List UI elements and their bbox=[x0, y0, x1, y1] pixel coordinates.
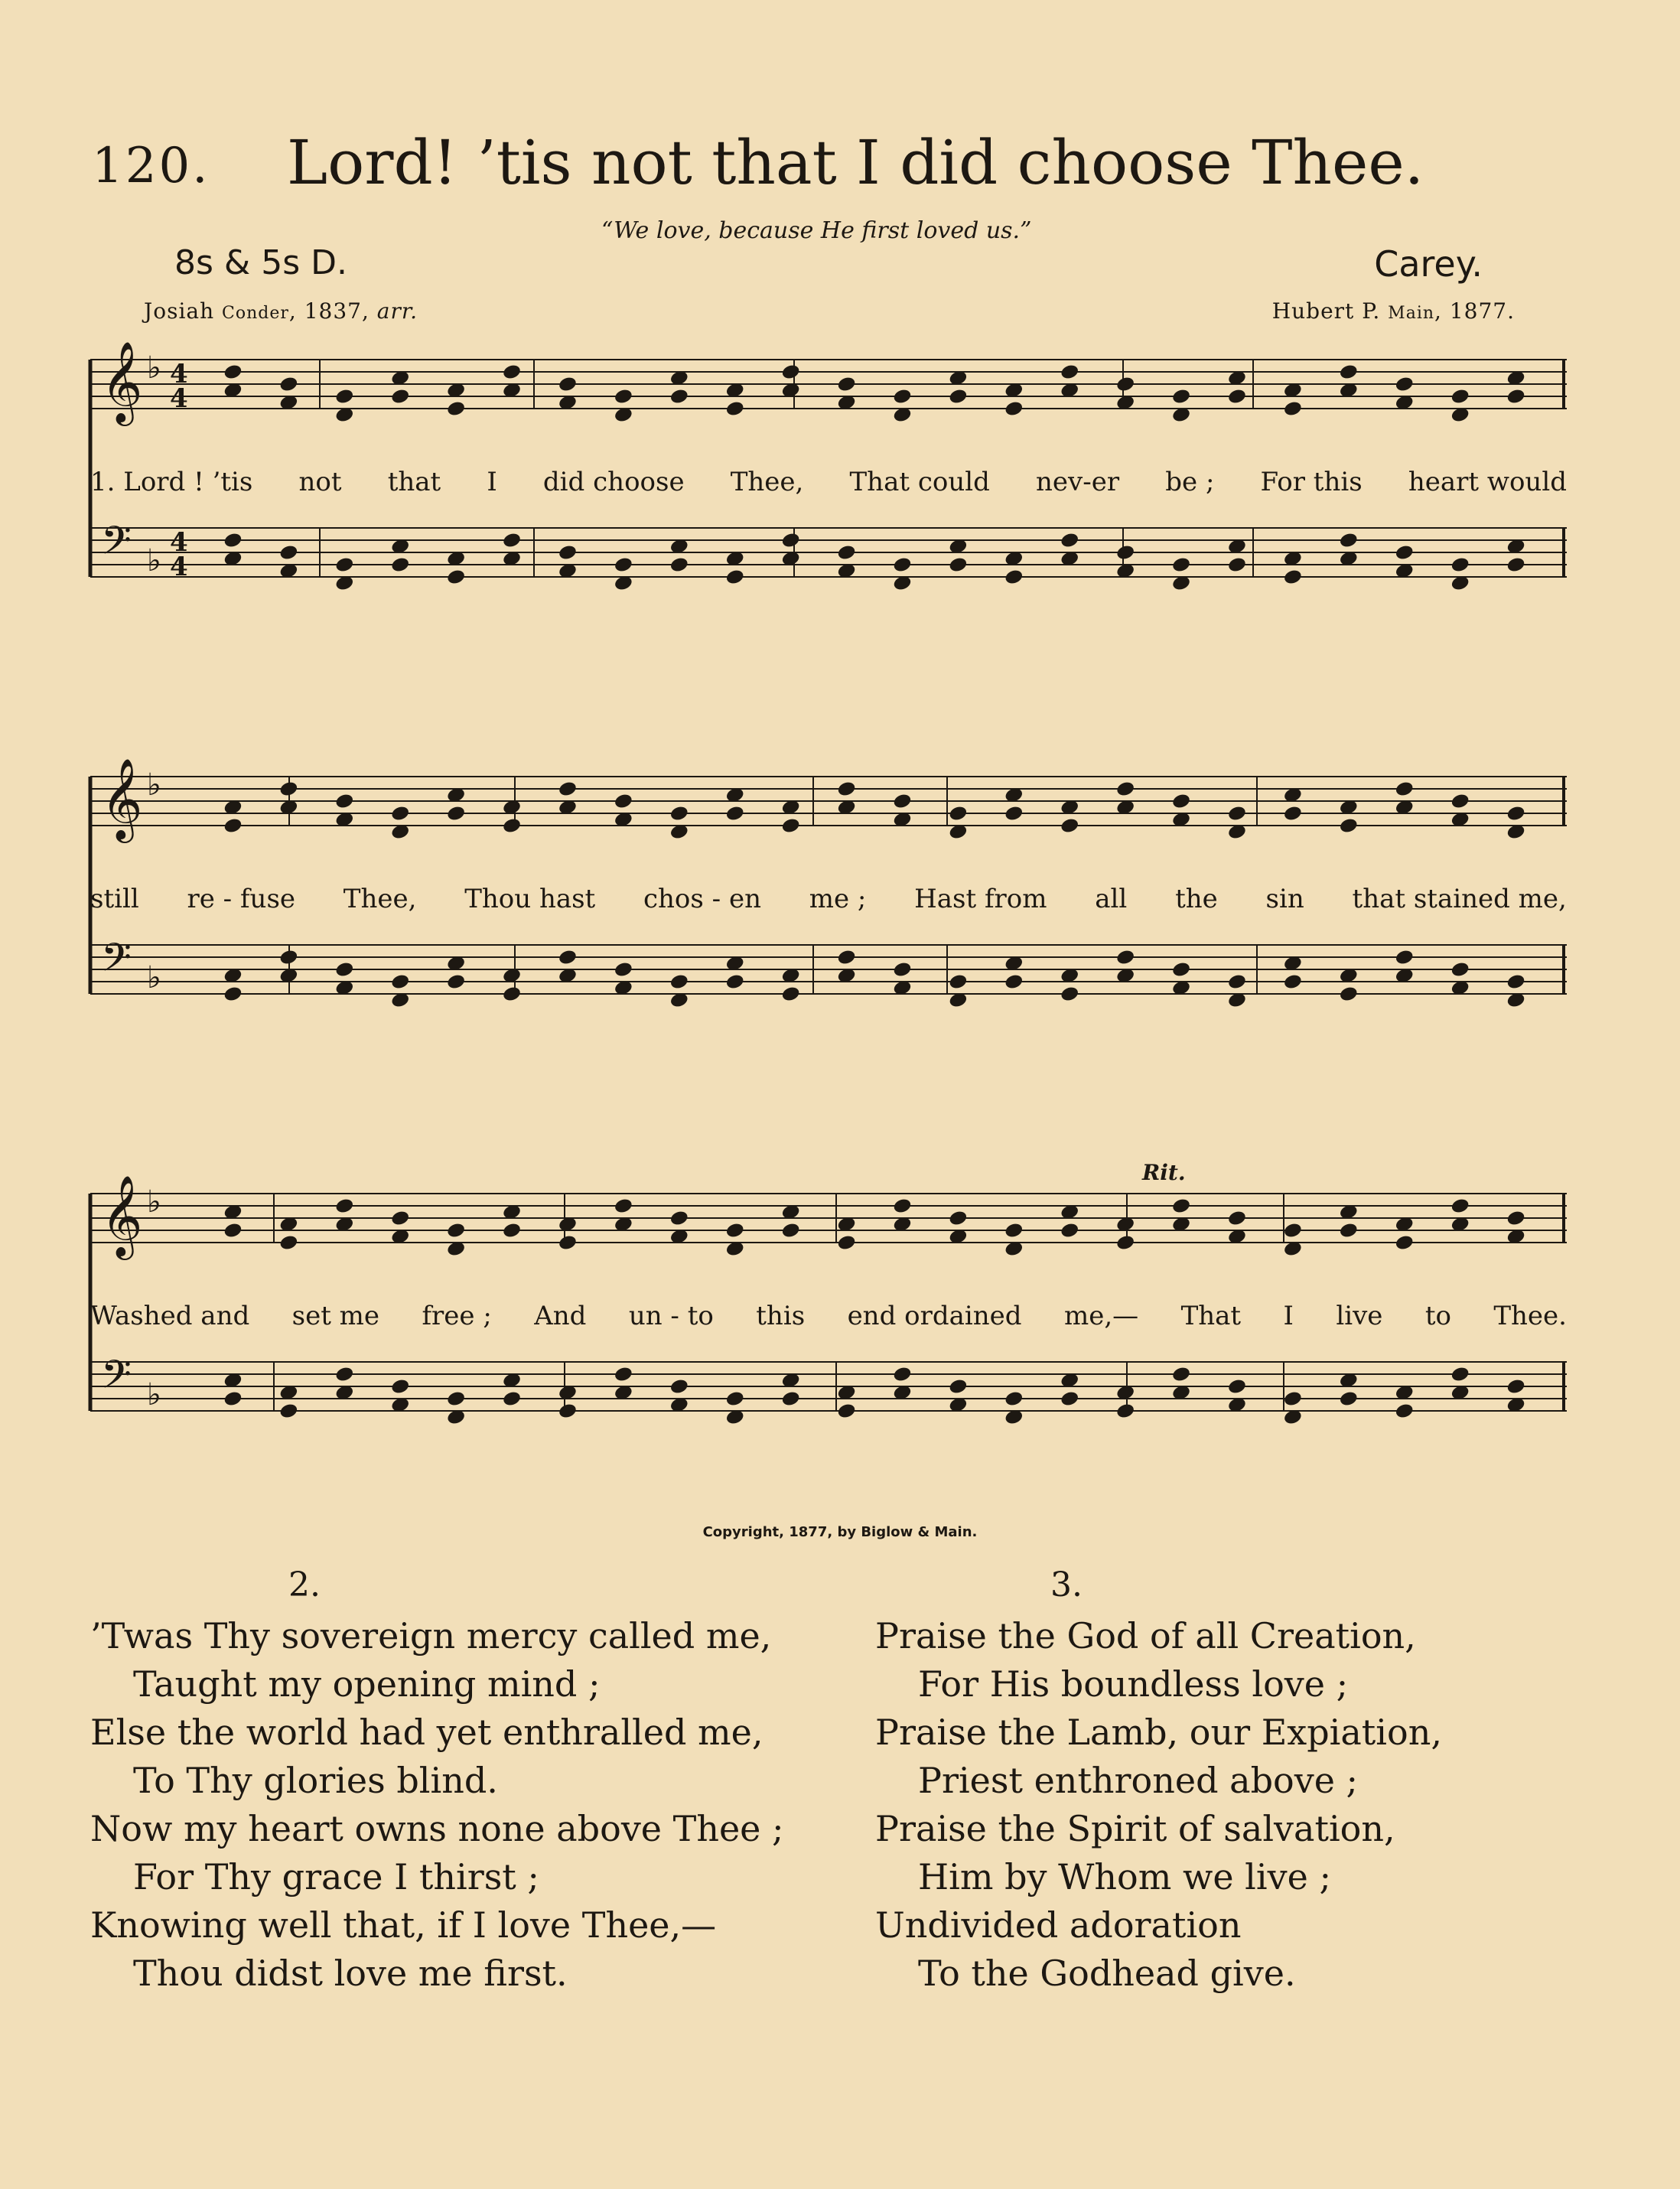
notehead bbox=[1339, 1390, 1359, 1408]
notehead bbox=[278, 376, 298, 393]
notehead bbox=[334, 1197, 354, 1215]
notehead bbox=[1115, 949, 1135, 966]
notehead bbox=[334, 556, 354, 574]
notehead bbox=[390, 556, 410, 574]
notehead bbox=[390, 805, 410, 823]
notehead bbox=[334, 793, 354, 810]
staff-notation-3 bbox=[90, 1160, 1567, 1492]
lyric-syllable: Thee. bbox=[1493, 1301, 1567, 1331]
notehead bbox=[614, 556, 633, 574]
lyric-syllable: 1. Lord ! ’tis bbox=[90, 467, 253, 497]
lyric-syllable: end ordained bbox=[847, 1301, 1022, 1331]
verse-number: 2. bbox=[288, 1565, 321, 1604]
notehead bbox=[1283, 1222, 1303, 1239]
staff-notation-1 bbox=[90, 340, 1567, 658]
notehead bbox=[446, 805, 466, 823]
verse-line: Praise the Lamb, our Expiation, bbox=[875, 1712, 1442, 1753]
notehead bbox=[836, 1402, 856, 1420]
author-credit bbox=[144, 298, 418, 324]
notehead bbox=[948, 1378, 968, 1396]
notehead bbox=[836, 780, 856, 798]
lyric-syllable: me ; bbox=[809, 884, 867, 914]
hymn-title: Lord! ’tis not that I did choose Thee. bbox=[287, 127, 1424, 198]
verse-line: Undivided adoration bbox=[875, 1904, 1242, 1946]
notehead bbox=[446, 400, 466, 418]
flat-icon: ♭ bbox=[147, 767, 161, 803]
epigraph: “We love, because He first loved us.” bbox=[601, 217, 1032, 244]
notehead bbox=[1227, 556, 1247, 574]
flat-icon: ♭ bbox=[147, 543, 161, 578]
notehead bbox=[390, 1210, 410, 1227]
notehead bbox=[669, 805, 689, 823]
time-signature: 4 bbox=[170, 359, 188, 389]
lyric-syllable: did choose bbox=[542, 467, 685, 497]
notehead bbox=[334, 961, 354, 979]
music-system-1 bbox=[90, 340, 1567, 681]
lyric-syllable: not bbox=[298, 467, 342, 497]
verse-3 bbox=[875, 1561, 1442, 1998]
lyric-syllable: That could bbox=[849, 467, 990, 497]
notehead bbox=[836, 544, 856, 562]
time-signature: 4 bbox=[170, 527, 188, 558]
notehead bbox=[1339, 532, 1359, 549]
notehead bbox=[669, 1378, 689, 1396]
notehead bbox=[1450, 556, 1470, 574]
notehead bbox=[334, 388, 354, 406]
notehead bbox=[614, 1366, 633, 1383]
notehead bbox=[781, 363, 801, 381]
notehead bbox=[1004, 973, 1024, 991]
notehead bbox=[223, 1390, 243, 1408]
lyric-syllable: nev-er bbox=[1036, 467, 1120, 497]
notehead bbox=[278, 780, 298, 798]
notehead bbox=[1060, 1222, 1079, 1239]
notehead bbox=[223, 985, 243, 1003]
lyric-syllable: that stained me, bbox=[1352, 884, 1567, 914]
notehead bbox=[1339, 817, 1359, 835]
notehead bbox=[892, 1366, 912, 1383]
notehead bbox=[892, 556, 912, 574]
notehead bbox=[1171, 961, 1191, 979]
notehead bbox=[1227, 973, 1247, 991]
lyric-syllable: re - fuse bbox=[187, 884, 296, 914]
notehead bbox=[446, 568, 466, 586]
notehead bbox=[836, 949, 856, 966]
tune-name: Carey. bbox=[1374, 243, 1483, 285]
notehead bbox=[614, 388, 633, 406]
notehead bbox=[836, 376, 856, 393]
author-rest: , 1837, bbox=[288, 298, 377, 324]
composer-credit bbox=[1272, 298, 1515, 324]
notehead bbox=[1004, 568, 1024, 586]
notehead bbox=[614, 793, 633, 810]
lyric-syllable: For this bbox=[1260, 467, 1363, 497]
notehead bbox=[1506, 556, 1525, 574]
notehead bbox=[446, 1222, 466, 1239]
lyric-syllable: That bbox=[1180, 1301, 1242, 1331]
notehead bbox=[1283, 400, 1303, 418]
notehead bbox=[836, 1234, 856, 1252]
notehead bbox=[1060, 363, 1079, 381]
verse-line: Taught my opening mind ; bbox=[133, 1663, 601, 1705]
notehead bbox=[892, 961, 912, 979]
lyric-syllable: And bbox=[534, 1301, 587, 1331]
flat-icon: ♭ bbox=[147, 960, 161, 995]
lyric-syllable: Washed and bbox=[90, 1301, 250, 1331]
notehead bbox=[1060, 985, 1079, 1003]
notehead bbox=[725, 973, 745, 991]
notehead bbox=[1004, 400, 1024, 418]
flat-icon: ♭ bbox=[147, 350, 161, 386]
notehead bbox=[669, 388, 689, 406]
notehead bbox=[1227, 1210, 1247, 1227]
author-first: Josiah bbox=[144, 298, 223, 324]
notehead bbox=[1060, 817, 1079, 835]
notehead bbox=[1283, 973, 1303, 991]
verse-line: ’Twas Thy sovereign mercy called me, bbox=[90, 1615, 772, 1656]
notehead bbox=[1115, 1234, 1135, 1252]
notehead bbox=[1450, 1366, 1470, 1383]
treble-clef-icon: 𝄞 bbox=[101, 340, 143, 422]
notehead bbox=[725, 805, 745, 823]
notehead bbox=[558, 949, 578, 966]
verse-line: Now my heart owns none above Thee ; bbox=[90, 1808, 784, 1849]
notehead bbox=[558, 1234, 578, 1252]
verse-line: Priest enthroned above ; bbox=[918, 1760, 1359, 1801]
hymn-number: 120. bbox=[92, 138, 210, 194]
bass-clef-icon: 𝄢 bbox=[101, 517, 132, 573]
notehead bbox=[1339, 363, 1359, 381]
notehead bbox=[446, 973, 466, 991]
music-system-2 bbox=[90, 757, 1567, 1098]
lyric-syllable: Thee, bbox=[730, 467, 804, 497]
lyric-syllable: live bbox=[1336, 1301, 1383, 1331]
notehead bbox=[781, 1222, 801, 1239]
notehead bbox=[1004, 805, 1024, 823]
notehead bbox=[1395, 949, 1415, 966]
lyric-syllable: chos - en bbox=[643, 884, 761, 914]
meter: 8s & 5s D. bbox=[174, 243, 347, 282]
notehead bbox=[502, 532, 522, 549]
lyric-syllable: I bbox=[1283, 1301, 1294, 1331]
notehead bbox=[502, 363, 522, 381]
notehead bbox=[502, 1222, 522, 1239]
lyric-syllable: un - to bbox=[628, 1301, 714, 1331]
lyrics-line-3 bbox=[90, 1301, 1567, 1331]
notehead bbox=[1450, 961, 1470, 979]
lyric-syllable: still bbox=[90, 884, 139, 914]
notehead bbox=[1115, 780, 1135, 798]
notehead bbox=[1227, 1378, 1247, 1396]
notehead bbox=[390, 388, 410, 406]
lyric-syllable: Thou hast bbox=[464, 884, 596, 914]
staff-notation-2 bbox=[90, 757, 1567, 1075]
verse-2 bbox=[90, 1561, 784, 1998]
notehead bbox=[558, 1402, 578, 1420]
flat-icon: ♭ bbox=[147, 1377, 161, 1412]
verse-line: For His boundless love ; bbox=[918, 1663, 1349, 1705]
notehead bbox=[892, 793, 912, 810]
notehead bbox=[223, 817, 243, 835]
lyric-syllable: sin bbox=[1265, 884, 1304, 914]
verse-line: Knowing well that, if I love Thee,— bbox=[90, 1904, 717, 1946]
notehead bbox=[1171, 793, 1191, 810]
notehead bbox=[781, 1390, 801, 1408]
notehead bbox=[558, 544, 578, 562]
bass-clef-icon: 𝄢 bbox=[101, 1351, 132, 1407]
verse-line: Praise the God of all Creation, bbox=[875, 1615, 1416, 1656]
lyric-syllable: that bbox=[387, 467, 441, 497]
ritardando-mark: Rit. bbox=[1142, 1160, 1186, 1185]
notehead bbox=[725, 1222, 745, 1239]
notehead bbox=[725, 1390, 745, 1408]
notehead bbox=[1395, 780, 1415, 798]
notehead bbox=[1115, 1402, 1135, 1420]
notehead bbox=[446, 1390, 466, 1408]
lyric-syllable: set me bbox=[291, 1301, 380, 1331]
verse-line: To Thy glories blind. bbox=[133, 1760, 498, 1801]
lyric-syllable: Thee, bbox=[343, 884, 417, 914]
notehead bbox=[1060, 532, 1079, 549]
notehead bbox=[1115, 544, 1135, 562]
notehead bbox=[1339, 985, 1359, 1003]
notehead bbox=[1060, 1390, 1079, 1408]
author-last: Conder bbox=[222, 304, 289, 323]
notehead bbox=[948, 556, 968, 574]
notehead bbox=[669, 556, 689, 574]
notehead bbox=[502, 985, 522, 1003]
notehead bbox=[1283, 1390, 1303, 1408]
notehead bbox=[1283, 568, 1303, 586]
notehead bbox=[669, 973, 689, 991]
notehead bbox=[1395, 1402, 1415, 1420]
notehead bbox=[614, 961, 633, 979]
notehead bbox=[1171, 1366, 1191, 1383]
lyric-syllable: free ; bbox=[422, 1301, 492, 1331]
lyric-syllable: all bbox=[1095, 884, 1128, 914]
copyright-notice: Copyright, 1877, by Biglow & Main. bbox=[702, 1524, 978, 1540]
notehead bbox=[1506, 1210, 1525, 1227]
composer-rest: , 1877. bbox=[1434, 298, 1515, 324]
notehead bbox=[1171, 1197, 1191, 1215]
notehead bbox=[1450, 1197, 1470, 1215]
notehead bbox=[1506, 805, 1525, 823]
notehead bbox=[1227, 805, 1247, 823]
treble-clef-icon: 𝄞 bbox=[101, 1174, 143, 1256]
notehead bbox=[948, 1210, 968, 1227]
notehead bbox=[1171, 556, 1191, 574]
notehead bbox=[558, 376, 578, 393]
notehead bbox=[781, 817, 801, 835]
notehead bbox=[948, 388, 968, 406]
bass-clef-icon: 𝄢 bbox=[101, 934, 132, 990]
notehead bbox=[390, 1378, 410, 1396]
notehead bbox=[1450, 793, 1470, 810]
notehead bbox=[1227, 388, 1247, 406]
notehead bbox=[278, 544, 298, 562]
verse-line: To the Godhead give. bbox=[918, 1953, 1296, 1994]
notehead bbox=[502, 1390, 522, 1408]
notehead bbox=[278, 949, 298, 966]
lyric-syllable: I bbox=[487, 467, 497, 497]
notehead bbox=[781, 985, 801, 1003]
verse-line: Him by Whom we live ; bbox=[918, 1856, 1331, 1897]
notehead bbox=[278, 1234, 298, 1252]
author-arr: arr. bbox=[376, 298, 418, 324]
notehead bbox=[502, 817, 522, 835]
notehead bbox=[1171, 388, 1191, 406]
time-signature: 4 bbox=[170, 552, 188, 582]
notehead bbox=[1339, 1222, 1359, 1239]
verse-line: Thou didst love me first. bbox=[133, 1953, 568, 1994]
notehead bbox=[1283, 805, 1303, 823]
notehead bbox=[1395, 1234, 1415, 1252]
notehead bbox=[1450, 388, 1470, 406]
lyric-syllable: heart would bbox=[1408, 467, 1567, 497]
notehead bbox=[725, 400, 745, 418]
notehead bbox=[1004, 1390, 1024, 1408]
lyrics-line-2 bbox=[90, 884, 1567, 914]
verse-line: Else the world had yet enthralled me, bbox=[90, 1712, 763, 1753]
notehead bbox=[948, 973, 968, 991]
lyric-syllable: be ; bbox=[1165, 467, 1215, 497]
notehead bbox=[558, 780, 578, 798]
notehead bbox=[781, 532, 801, 549]
lyric-syllable: to bbox=[1424, 1301, 1451, 1331]
verse-line: For Thy grace I thirst ; bbox=[133, 1856, 539, 1897]
notehead bbox=[892, 388, 912, 406]
notehead bbox=[223, 1222, 243, 1239]
lyric-syllable: Hast from bbox=[914, 884, 1047, 914]
notehead bbox=[669, 1210, 689, 1227]
time-signature: 4 bbox=[170, 383, 188, 414]
composer-first: Hubert P. bbox=[1271, 298, 1389, 324]
notehead bbox=[1506, 1378, 1525, 1396]
notehead bbox=[1004, 1222, 1024, 1239]
notehead bbox=[278, 1402, 298, 1420]
notehead bbox=[1506, 388, 1525, 406]
lyric-syllable: me,— bbox=[1063, 1301, 1139, 1331]
notehead bbox=[725, 568, 745, 586]
composer-last: Main bbox=[1388, 304, 1435, 323]
notehead bbox=[223, 363, 243, 381]
notehead bbox=[223, 532, 243, 549]
lyric-syllable: this bbox=[756, 1301, 806, 1331]
notehead bbox=[334, 1366, 354, 1383]
notehead bbox=[1506, 973, 1525, 991]
lyrics-line-1 bbox=[90, 467, 1567, 497]
notehead bbox=[1395, 544, 1415, 562]
treble-clef-icon: 𝄞 bbox=[101, 757, 143, 839]
notehead bbox=[390, 973, 410, 991]
music-system-3 bbox=[90, 1160, 1567, 1515]
notehead bbox=[1395, 376, 1415, 393]
verse-line: Praise the Spirit of salvation, bbox=[875, 1808, 1395, 1849]
notehead bbox=[614, 1197, 633, 1215]
notehead bbox=[892, 1197, 912, 1215]
notehead bbox=[1115, 376, 1135, 393]
notehead bbox=[948, 805, 968, 823]
lyric-syllable: the bbox=[1175, 884, 1218, 914]
flat-icon: ♭ bbox=[147, 1184, 161, 1220]
verse-number: 3. bbox=[1050, 1565, 1083, 1604]
